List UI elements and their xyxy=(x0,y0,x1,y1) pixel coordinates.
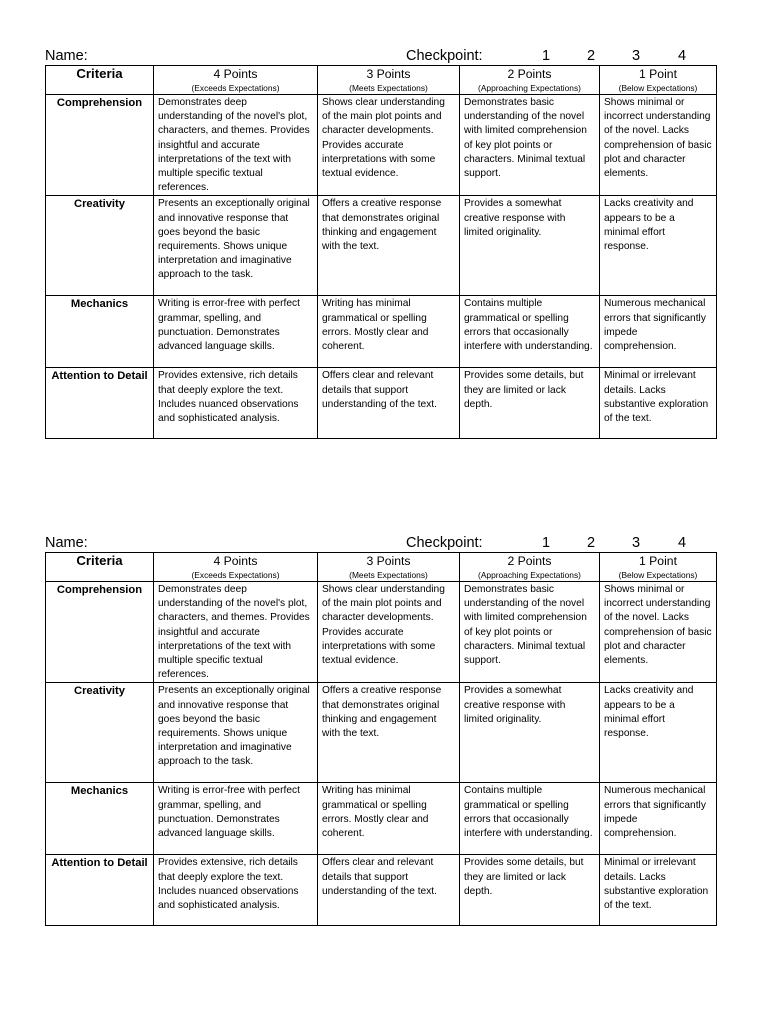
criterion-label: Attention to Detail xyxy=(46,855,154,926)
level-description: (Exceeds Expectations) xyxy=(191,570,280,580)
checkpoint-option-2[interactable]: 2 xyxy=(586,48,596,64)
level-description: (Approaching Expectations) xyxy=(478,83,581,93)
checkpoint-option-4[interactable]: 4 xyxy=(677,48,687,64)
score-cell-3: Shows clear understanding of the main plot points and character developments. Provides accurate interpretations with some textual evidence. xyxy=(318,582,460,683)
score-cell-1: Numerous mechanical errors that significantly impede comprehension. xyxy=(600,783,717,855)
level-description: (Below Expectations) xyxy=(618,83,698,93)
criterion-label: Creativity xyxy=(46,683,154,783)
level-header-3 xyxy=(318,553,460,582)
score-cell-4: Provides extensive, rich details that deeply explore the text. Includes nuanced observations and sophisticated analysis. xyxy=(154,855,318,926)
score-cell-3: Offers a creative response that demonstrates original thinking and engagement with the text. xyxy=(318,196,460,296)
score-cell-3: Writing has minimal grammatical or spelling errors. Mostly clear and coherent. xyxy=(318,783,460,855)
level-points: 2 Points xyxy=(507,67,552,81)
score-cell-2: Contains multiple grammatical or spelling errors that occasionally interfere with understanding. xyxy=(460,783,600,855)
level-points: 1 Point xyxy=(639,554,677,568)
score-cell-1: Lacks creativity and appears to be a minimal effort response. xyxy=(600,196,717,296)
score-cell-4: Writing is error-free with perfect grammar, spelling, and punctuation. Demonstrates advanced language skills. xyxy=(154,296,318,368)
checkpoint-label: Checkpoint: xyxy=(406,535,483,551)
score-cell-3: Offers a creative response that demonstrates original thinking and engagement with the text. xyxy=(318,683,460,783)
level-description: (Exceeds Expectations) xyxy=(191,83,280,93)
score-cell-3: Offers clear and relevant details that support understanding of the text. xyxy=(318,368,460,439)
score-cell-2: Provides a somewhat creative response with limited originality. xyxy=(460,196,600,296)
level-description: (Approaching Expectations) xyxy=(478,570,581,580)
level-header-4 xyxy=(154,553,318,582)
score-cell-1: Minimal or irrelevant details. Lacks substantive exploration of the text. xyxy=(600,368,717,439)
score-cell-2: Demonstrates basic understanding of the novel with limited comprehension of key plot points or characters. Minimal textual support. xyxy=(460,582,600,683)
criterion-label: Attention to Detail xyxy=(46,368,154,439)
criterion-label: Comprehension xyxy=(46,95,154,196)
criterion-row-creativity xyxy=(46,196,717,296)
checkpoint-option-2[interactable]: 2 xyxy=(586,535,596,551)
checkpoint-label: Checkpoint: xyxy=(406,48,483,64)
score-cell-1: Shows minimal or incorrect understanding of the novel. Lacks comprehension of basic plot and character elements. xyxy=(600,582,717,683)
score-cell-4: Demonstrates deep understanding of the novel's plot, characters, and themes. Provides insightful and accurate interpretations of the text with multiple specific textual references. xyxy=(154,582,318,683)
checkpoint-option-1[interactable]: 1 xyxy=(541,48,551,64)
rubric-block-bottom xyxy=(45,534,716,926)
rubric-block-top xyxy=(45,47,716,439)
criterion-row-mechanics xyxy=(46,296,717,368)
score-cell-2: Demonstrates basic understanding of the novel with limited comprehension of key plot points or characters. Minimal textual support. xyxy=(460,95,600,196)
name-label: Name: xyxy=(45,535,88,551)
level-points: 4 Points xyxy=(213,554,258,568)
score-cell-4: Presents an exceptionally original and innovative response that goes beyond the basic requirements. Shows unique interpretation and imaginative approach to the task. xyxy=(154,683,318,783)
level-points: 3 Points xyxy=(366,554,411,568)
score-cell-4: Demonstrates deep understanding of the novel's plot, characters, and themes. Provides insightful and accurate interpretations of the text with multiple specific textual references. xyxy=(154,95,318,196)
level-description: (Meets Expectations) xyxy=(349,570,428,580)
level-header-1 xyxy=(600,66,717,95)
checkpoint-option-4[interactable]: 4 xyxy=(677,535,687,551)
criteria-header: Criteria xyxy=(46,66,154,95)
level-description: (Below Expectations) xyxy=(618,570,698,580)
score-cell-1: Numerous mechanical errors that significantly impede comprehension. xyxy=(600,296,717,368)
criterion-row-creativity xyxy=(46,683,717,783)
score-cell-1: Shows minimal or incorrect understanding of the novel. Lacks comprehension of basic plot and character elements. xyxy=(600,95,717,196)
level-header-3 xyxy=(318,66,460,95)
level-description: (Meets Expectations) xyxy=(349,83,428,93)
score-cell-4: Provides extensive, rich details that deeply explore the text. Includes nuanced observations and sophisticated analysis. xyxy=(154,368,318,439)
score-cell-1: Lacks creativity and appears to be a minimal effort response. xyxy=(600,683,717,783)
name-label: Name: xyxy=(45,48,88,64)
criterion-row-attention-to-detail xyxy=(46,855,717,926)
checkpoint-option-3[interactable]: 3 xyxy=(631,535,641,551)
level-points: 2 Points xyxy=(507,554,552,568)
score-cell-2: Provides some details, but they are limited or lack depth. xyxy=(460,368,600,439)
criterion-row-comprehension xyxy=(46,95,717,196)
checkpoint-option-3[interactable]: 3 xyxy=(631,48,641,64)
score-cell-1: Minimal or irrelevant details. Lacks substantive exploration of the text. xyxy=(600,855,717,926)
criterion-label: Comprehension xyxy=(46,582,154,683)
criterion-row-mechanics xyxy=(46,783,717,855)
criterion-label: Mechanics xyxy=(46,783,154,855)
criterion-row-attention-to-detail xyxy=(46,368,717,439)
score-cell-2: Provides some details, but they are limited or lack depth. xyxy=(460,855,600,926)
score-cell-4: Presents an exceptionally original and innovative response that goes beyond the basic requirements. Shows unique interpretation and imaginative approach to the task. xyxy=(154,196,318,296)
score-cell-2: Contains multiple grammatical or spelling errors that occasionally interfere with understanding. xyxy=(460,296,600,368)
level-header-4 xyxy=(154,66,318,95)
criterion-label: Mechanics xyxy=(46,296,154,368)
level-points: 4 Points xyxy=(213,67,258,81)
score-cell-2: Provides a somewhat creative response with limited originality. xyxy=(460,683,600,783)
criteria-header: Criteria xyxy=(46,553,154,582)
level-points: 3 Points xyxy=(366,67,411,81)
level-points: 1 Point xyxy=(639,67,677,81)
rubric-table xyxy=(45,552,717,926)
criterion-label: Creativity xyxy=(46,196,154,296)
rubric-header xyxy=(45,534,716,552)
checkpoint-option-1[interactable]: 1 xyxy=(541,535,551,551)
level-header-2 xyxy=(460,66,600,95)
rubric-header xyxy=(45,47,716,65)
score-cell-3: Writing has minimal grammatical or spelling errors. Mostly clear and coherent. xyxy=(318,296,460,368)
rubric-table xyxy=(45,65,717,439)
rubric-header-row xyxy=(46,553,717,582)
level-header-2 xyxy=(460,553,600,582)
rubric-header-row xyxy=(46,66,717,95)
score-cell-3: Offers clear and relevant details that support understanding of the text. xyxy=(318,855,460,926)
score-cell-4: Writing is error-free with perfect grammar, spelling, and punctuation. Demonstrates advanced language skills. xyxy=(154,783,318,855)
level-header-1 xyxy=(600,553,717,582)
score-cell-3: Shows clear understanding of the main plot points and character developments. Provides accurate interpretations with some textual evidence. xyxy=(318,95,460,196)
criterion-row-comprehension xyxy=(46,582,717,683)
